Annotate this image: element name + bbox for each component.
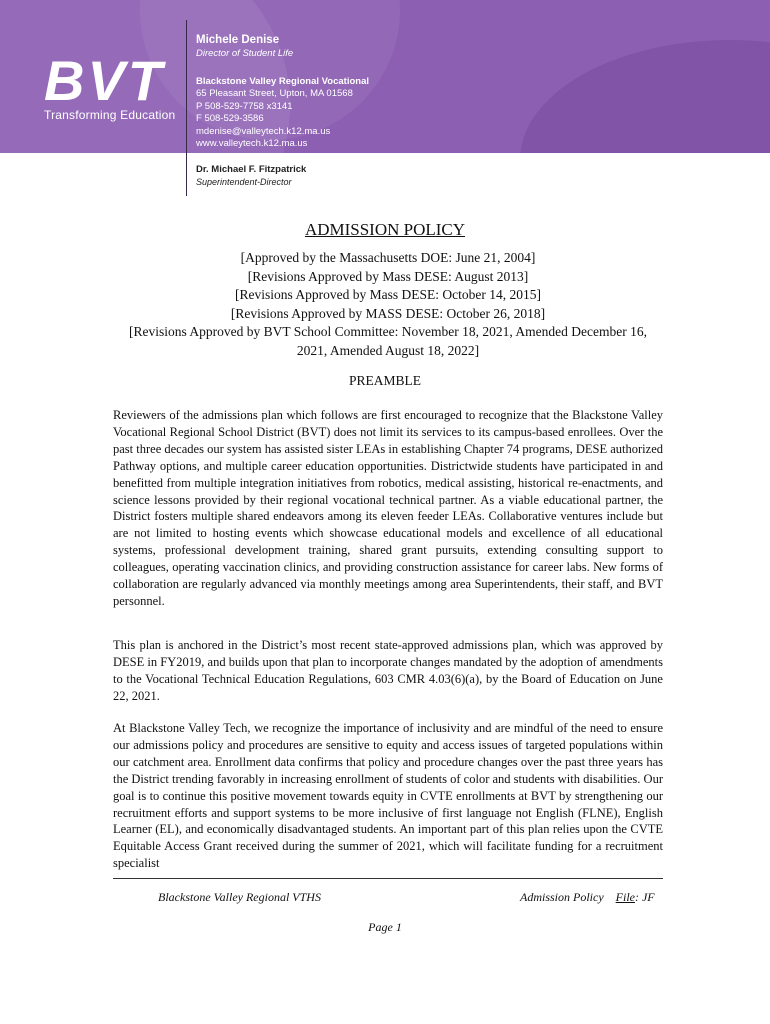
footer-file-value: : JF xyxy=(634,890,655,904)
contact-fax: F 508-529-3586 xyxy=(196,113,264,124)
footer-rule xyxy=(113,878,663,879)
letterhead-divider xyxy=(186,20,187,196)
section-heading: PREAMBLE xyxy=(348,373,421,388)
bvt-logo xyxy=(44,49,184,122)
superintendent-role: Superintendent-Director xyxy=(196,177,292,187)
contact-name: Michele Denise xyxy=(196,34,280,46)
approval-line: [Revisions Approved by Mass DESE: August 2013] xyxy=(247,268,529,284)
decorative-shape xyxy=(520,40,770,153)
footer-file-label: File xyxy=(615,890,635,904)
page-number: Page 1 xyxy=(368,920,402,934)
document-title: ADMISSION POLICY xyxy=(304,220,466,239)
footer-doc-title: Admission Policy xyxy=(520,890,604,904)
contact-email[interactable]: mdenise@valleytech.k12.ma.us xyxy=(196,125,331,137)
logo-tagline: Transforming Education xyxy=(44,108,176,122)
approval-line: [Approved by the Massachusetts DOE: June 21, 2004] xyxy=(240,250,536,265)
approval-history xyxy=(120,249,656,361)
logo-mark: BVT xyxy=(44,49,165,112)
contact-website[interactable]: www.valleytech.k12.ma.us xyxy=(196,138,308,149)
footer-file xyxy=(616,890,655,904)
letterhead-band xyxy=(0,0,770,153)
paragraph: This plan is anchored in the District’s most recent state-approved admissions plan, which was approved by DESE in FY2019, and builds upon that plan to incorporate changes mandated by the adoption of amendments to the Vocational Technical Education Regulations, 603 CMR 4.03(6)(a), by the Board of Education on June 22, 2021. xyxy=(113,638,663,703)
contact-phone: P 508-529-7758 x3141 xyxy=(196,100,293,112)
approval-line: [Revisions Approved by Mass DESE: October 14, 2015] xyxy=(235,287,541,303)
contact-block xyxy=(196,33,369,151)
approval-line: [Revisions Approved by MASS DESE: October 26, 2018] xyxy=(230,305,546,321)
superintendent-block xyxy=(196,164,306,188)
footer-school: Blackstone Valley Regional VTHS xyxy=(158,890,321,904)
approval-line: [Revisions Approved by BVT School Committee: November 18, 2021, Amended December 16, 2021, Amended August 18, 2022] xyxy=(129,324,647,358)
contact-address: 65 Pleasant Street, Upton, MA 01568 xyxy=(196,88,353,99)
paragraph: At Blackstone Valley Tech, we recognize the importance of inclusivity and are mindful of the need to ensure our admissions policy and procedures are sensitive to equity and access issues of targeted populations within our catchment area. Enrollment data confirms that policy and procedure changes over the past three years has the District trending favorably in increasing enrollment of students of color and students with disabilities. Our goal is to continue this positive movement towards equity in CVTE enrollments at BVT by strengthening our recruitment efforts and support systems to be more inclusive of first language not English (FLNE), English Learner (EL), and economically disadvantaged students. An important part of this plan relies upon the CVTE Equitable Access Grant received during the summer of 2021, which will facilitate funding for a recruitment specialist xyxy=(113,721,663,871)
contact-org: Blackstone Valley Regional Vocational xyxy=(196,76,369,87)
superintendent-name: Dr. Michael F. Fitzpatrick xyxy=(196,164,307,175)
footer-doc xyxy=(520,890,655,905)
paragraph: Reviewers of the admissions plan which follows are first encouraged to recognize that the Blackstone Valley Vocational Regional School District (BVT) does not limit its services to its campus-based enrollees. Over the past three decades our system has assisted sister LEAs in establishing Chapter 74 programs, DESE authorized Pathway options, and multiple career education opportunities. Districtwide students have participated in and benefitted from multiple integration initiatives from robotics, medical assisting, historical re-enactments, and science lessons provided by their regional vocational technical partner. As a viable educational partner, the District fosters multiple shared endeavors among its eleven feeder LEAs. Collaborative ventures include but are not limited to hosting events which showcase educational models and excellence of all educational systems, professional development training, shared grant pursuits, extending consulting support to colleagues, operating vaccination clinics, and providing construction assistance for career labs. New forms of collaboration are regularly advanced via monthly meetings among area Superintendents, their staff, and BVT personnel. xyxy=(113,408,663,608)
contact-role: Director of Student Life xyxy=(196,48,294,59)
